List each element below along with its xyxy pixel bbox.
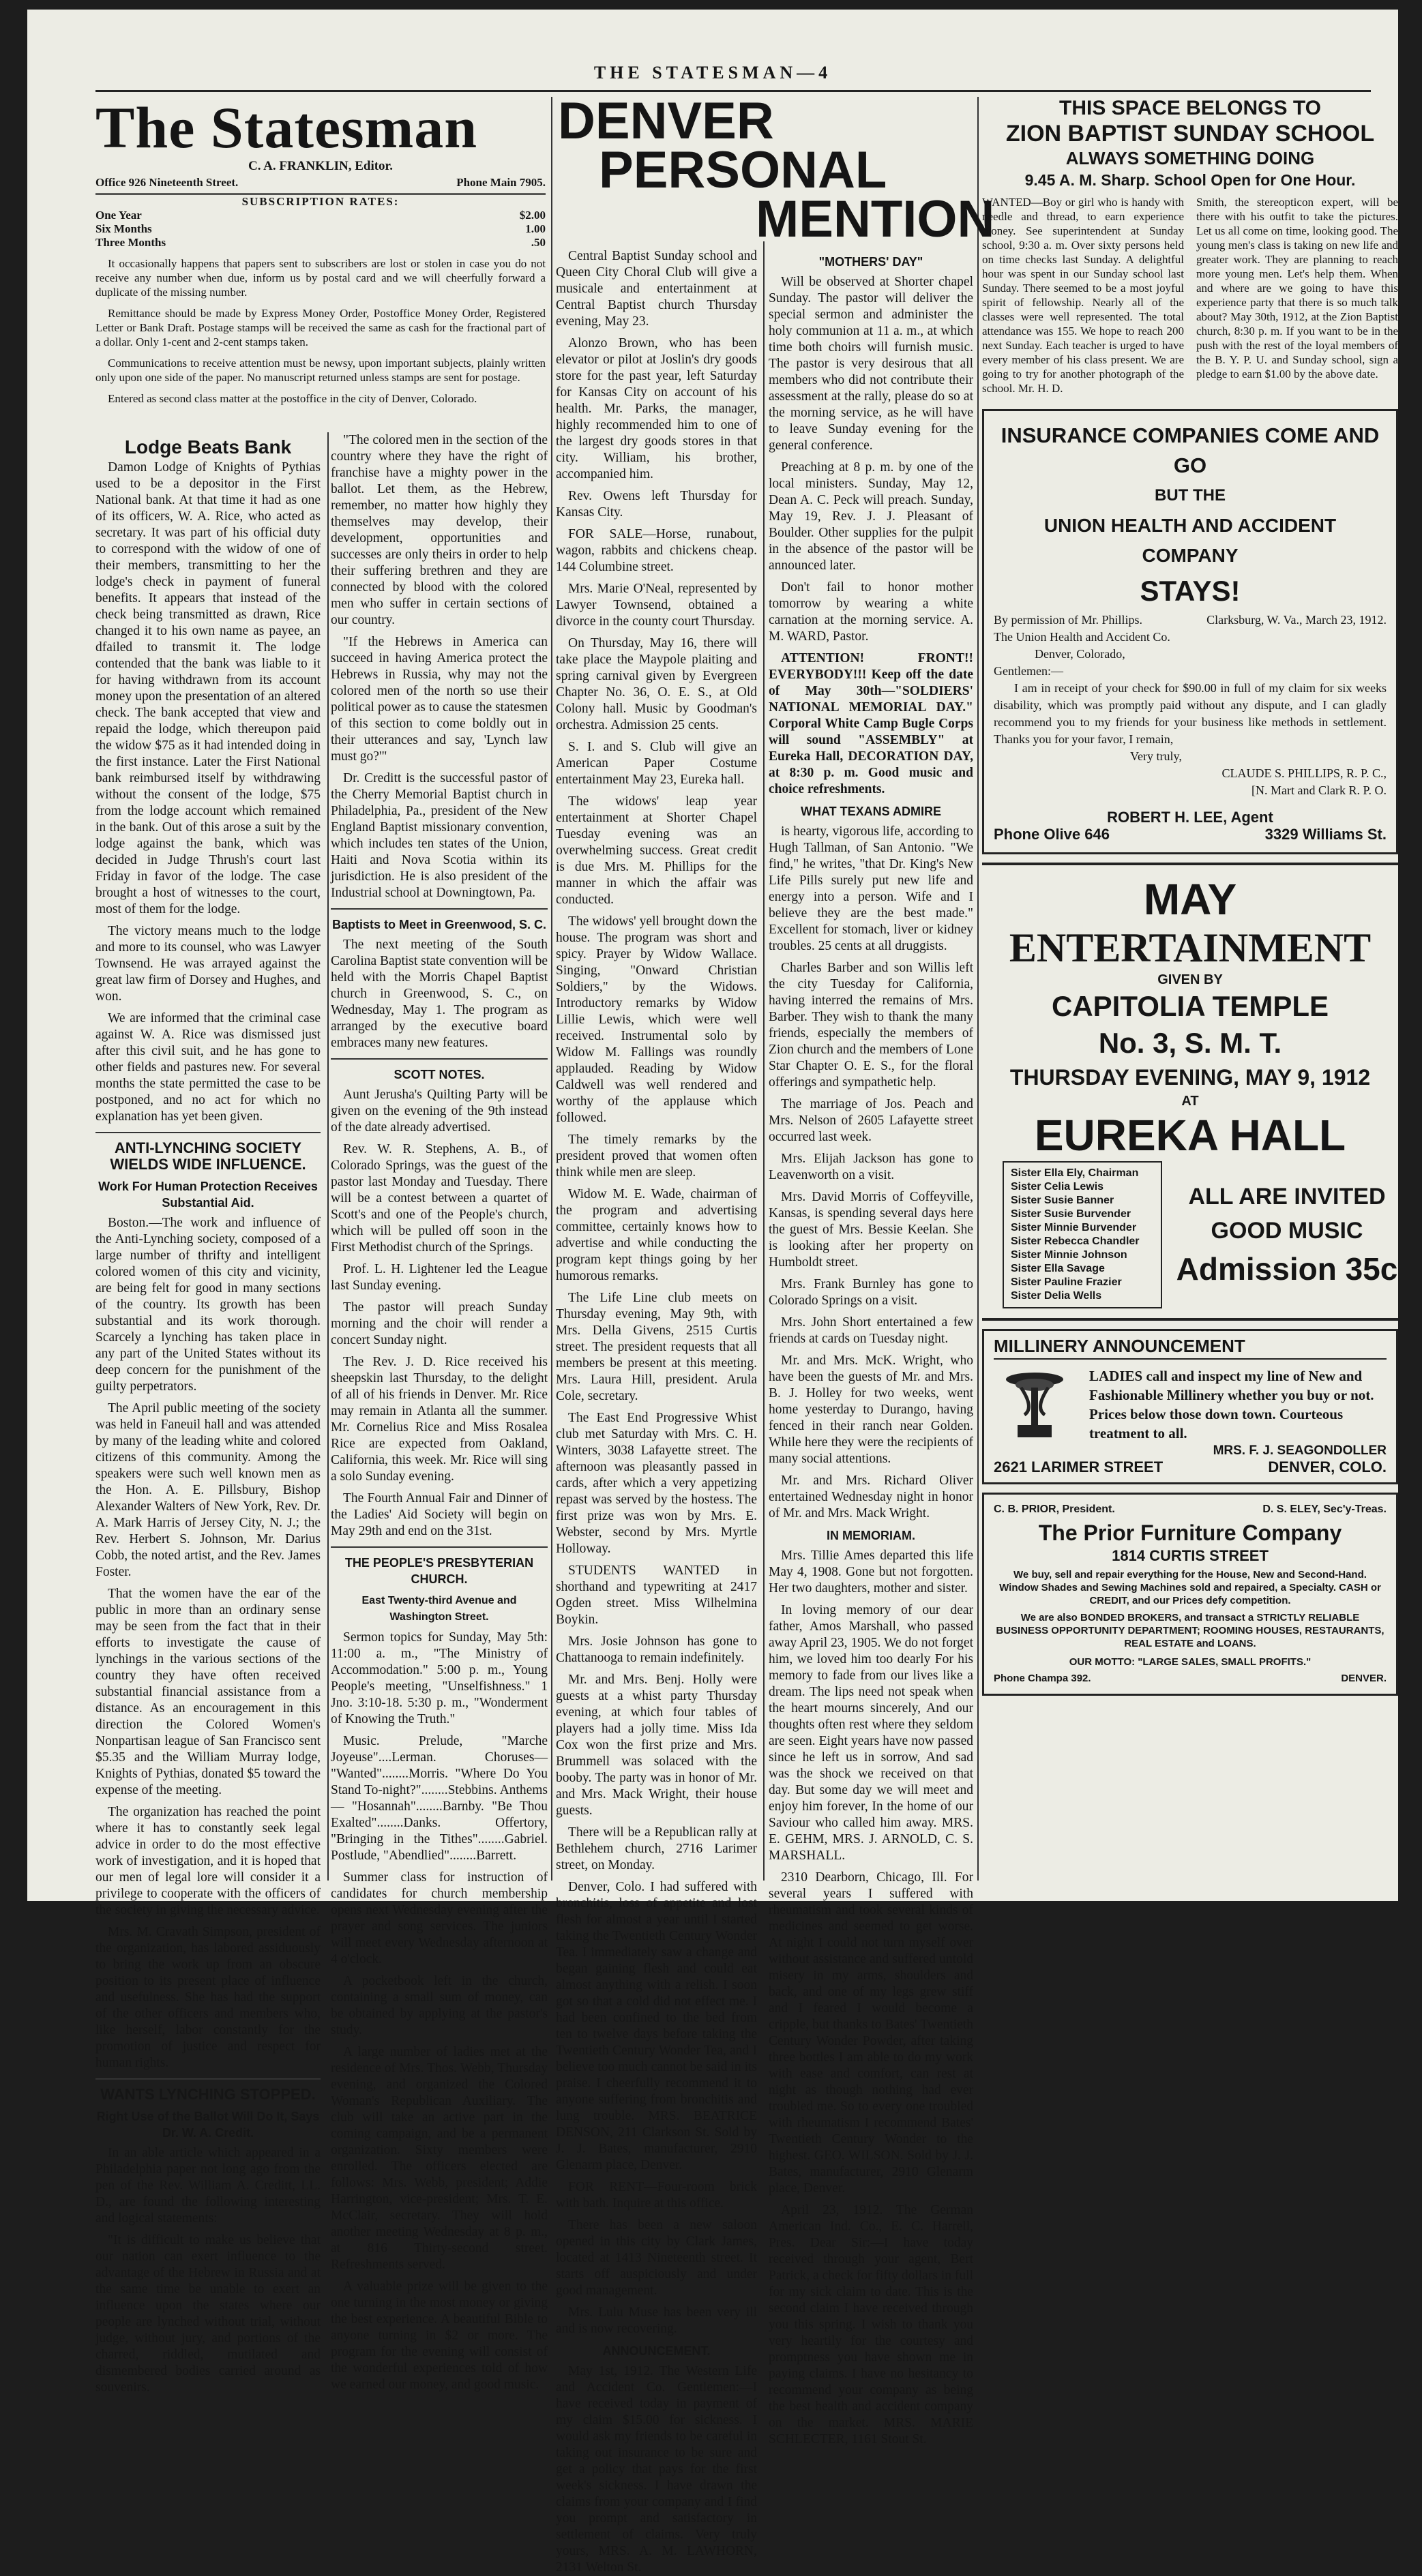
lodge-paragraph: Damon Lodge of Knights of Pythias used to be a depositor in the First National bank. At that time it had as one of its officers, W. A. Rice, who acted as secretary. It was part of his official duty to correspond with the widow of one of their members, transmitting to her the lodge's check in payment of funeral benefits. It appears that instead of the check being transmitted as drawn, Rice changed it to his own name as payee, an dfailed to transmit it. The lodge contended that the bank was liable to it for having withdrawn from its account money upon the presentation of an altered check. The bank accepted that view and repaid the lodge, which thereupon paid the widow $75 as it had intended doing in the first instance. Later the First National bank reimbursed itself by withdrawing without the consent of the lodge, $75 from the lodge account which remained in the bank. Out of this arose a suit by the lodge against the bank, which was decided in Judge Thrush's court last Friday in favor of the lodge. The case brought a host of witnesses to the court, most of them for the lodge. — [95, 460, 321, 916]
may-line: CAPITOLIA TEMPLE — [1051, 990, 1329, 1022]
dateline: Clarksburg, W. Va., March 23, 1912. — [1206, 613, 1387, 627]
denver-item: Mrs. Lulu Muse has been very ill and is now recovering. — [556, 2305, 757, 2336]
lodge-paragraph: The victory means much to the lodge and more to its counsel, who was Lawyer Townsend. He was arrayed against the great law firm of Dorsey and Hughes, and won. — [95, 924, 321, 1004]
denver-item: Mrs. Elijah Jackson has gone to Leavenworth on a visit. — [769, 1152, 973, 1182]
baptists-paragraph: The next meeting of the South Carolina Baptist state convention will be held with the Morris Chapel Baptist church in Greenwood, S. C., on Wednesday, May 1. The program as arranged by the executive board embraces many new features. — [331, 938, 548, 1050]
advertising-column — [982, 97, 1398, 1881]
column-rule — [327, 432, 329, 1881]
divider — [331, 908, 548, 910]
prior-furniture-ad — [982, 1493, 1398, 1696]
insurance-line: INSURANCE COMPANIES COME AND GO — [1001, 423, 1380, 477]
mothers-day-paragraph: Preaching at 8 p. m. by one of the local ministers. Sunday, May 12, Dean A. C. Peck will preach. Sunday, May 19, Rev. J. J. Pleasant of Boulder. Other supplies for the pulpit in the absence of the pastor will be announced later. — [769, 460, 973, 573]
denver-item: Mrs. Josie Johnson has gone to Chattanooga to remain indefinitely. — [556, 1634, 757, 1665]
announcement-text: May 1st, 1912. The Western Life and Accident Co. Gentlemen:—I have received today in payment of my claim $15.00 for sickness. I would ask my friends to be careful in taking out insurance to be sure and get a policy that pays for the first week's sickness. I have drawn the claims from your company and I find you prompt and satisfactory in settlement of claims. Very truly yours, MRS. A. M. LAWHORN, 2131 Welton St. — [556, 2364, 757, 2575]
millinery-proprietor: MRS. F. J. SEAGONDOLLER — [1213, 1443, 1387, 1458]
denver-item: Mrs. Marie O'Neal, represented by Lawyer Townsend, obtained a divorce in the county court Thursday. — [556, 582, 757, 629]
admission-line: Admission 35c — [1176, 1251, 1398, 1287]
denver-item: The widows' leap year entertainment at Shorter Chapel Tuesday evening was an overwhelming success. Great credit is due Mrs. M. Phillips for the manner in which the affair was conducted. — [556, 794, 757, 907]
may-line: GIVEN BY — [1157, 972, 1223, 987]
denver-item: The timely remarks by the president proved that women often think while men are sleep. — [556, 1133, 757, 1180]
antilynch-paragraph: Mrs. M. Cravath Simpson, president of the organization, has labored assiduously to bring the work up from an obscure position to its present place of influence and usefulness. She has had the support of the other officers and members who, like herself, labor constantly for the promotion of justice and respect for human rights. — [95, 1925, 321, 2070]
denver-item: Widow M. E. Wade, chairman of the program and advertising committee, certainly knows how to advertise and while conducting the program kept things going by her humorous remarks. — [556, 1187, 757, 1283]
music-line: GOOD MUSIC — [1211, 1218, 1363, 1244]
rate-row — [95, 236, 546, 250]
may-line: No. 3, S. M. T. — [1098, 1027, 1282, 1059]
sister-name: Sister Delia Wells — [1011, 1290, 1102, 1302]
memoriam-paragraph: In loving memory of our dear father, Amos Marshall, who passed away April 23, 1905. We do not forget him, we loved him too dearly For his memory to fade from our lives like a dream. The lips need not speak when the heart mourns sincerely, And our thoughts often rest where they seldom are seen. Eight years have now passed since he left us in sorrow, And sad was the shock we received on that day. But some day we will meet and enjoy him forever, In the home of our Saviour who called him away. MRS. E. GEHM, MRS. J. ARNOLD, C. S. MARSHALL. — [769, 1603, 973, 1863]
scott-paragraph: The pastor will preach Sunday morning and the choir will render a concert Sunday night. — [331, 1300, 548, 1347]
letter-salutation: Gentlemen:— — [994, 664, 1063, 678]
hat-stand-icon — [994, 1367, 1076, 1442]
scott-headline: SCOTT NOTES. — [394, 1068, 485, 1081]
prior-text: We are also BONDED BROKERS, and transact a STRICTLY RELIABLE BUSINESS OPPORTUNITY DEPARTMENT; ROOMING HOUSES, RESTAURANTS, REAL ESTATE and LOANS. — [996, 1612, 1384, 1649]
memoriam-paragraph: Mrs. Tillie Ames departed this life May 4, 1908. Gone but not forgotten. Her two daughters, mother and sister. — [769, 1548, 973, 1596]
peoples-address: East Twenty-third Avenue and Washington Street. — [361, 1595, 517, 1623]
scott-paragraph: Aunt Jerusha's Quilting Party will be given on the evening of the 9th instead of the date already advertised. — [331, 1088, 548, 1135]
peoples-paragraph: Summer class for instruction of candidates for church membership opens next Wednesday evening after the prayer and song services. The juniors will meet every Wednesday afternoon at 4 o'clock. — [331, 1870, 548, 1966]
peoples-paragraph: Music. Prelude, "Marche Joyeuse"....Lerman. Choruses— "Wanted"........Morris. "Where Do You Stand To-night?"........Stebbins. Anthems— "Hosannah"........Barnby. "Be Thou Exalted"........Danks. Offertory, "Bringing in the Tithes"........Gabriel. Postlude, "Abendlied"........Barrett. — [331, 1734, 548, 1863]
subscription-note: It occasionally happens that papers sent to subscribers are lost or stolen in case you do not receive any number when due, inform us by postal card and we will cheerfully forward a duplicate of the missing number. — [95, 257, 546, 299]
memoriam-headline: IN MEMORIAM. — [827, 1529, 915, 1542]
texans-headline: WHAT TEXANS ADMIRE — [801, 805, 941, 818]
may-line: THURSDAY EVENING, MAY 9, 1912 — [1009, 1065, 1371, 1090]
zion-text-row — [982, 195, 1398, 395]
prior-secretary: D. S. ELEY, Sec'y-Treas. — [1262, 1503, 1387, 1515]
denver-item: Charles Barber and son Willis left the city Tuesday for California, having interred the remains of Mrs. Barber. They wish to thank the many friends, especially the members of Zion church and the members of Lone Star Chapter O. E. S., for the floral offerings and sympathetic help. — [769, 961, 973, 1090]
millinery-text: LADIES call and inspect my line of New and Fashionable Millinery whether you buy or not. Prices below those down town. Courteous treatment to all. — [1089, 1368, 1374, 1441]
wants-paragraph: "The colored men in the section of the country where they have the right of franchise have a mighty power in the ballot. Let them, as the Hebrew, remember, no matter how highly they themselves may develop, their development, opportunities and successes are only theirs in order to help their suffering brethren and they are connected by blood with the colored men who suffer in certain sections of our country. — [331, 433, 548, 627]
denver-item: Mrs. David Morris of Coffeyville, Kansas, is spending several days here the guest of Mrs. Bessie Keelan. She is looking after her property on Humboldt street. — [769, 1190, 973, 1270]
denver-item: The marriage of Jos. Peach and Mrs. Nelson of 2605 Lafayette street occurred last week. — [769, 1097, 973, 1144]
prior-text: We buy, sell and repair everything for the House, New and Second-Hand. Window Shades and Sewing Machines sold and repaired, a Specialty. CASH or CREDIT, and our Prices defy competition. — [999, 1569, 1381, 1606]
antilynch-paragraph: Boston.—The work and influence of the Anti-Lynching society, composed of a large number of thrifty and intelligent colored women of this city and vicinity, are being felt for good in many sections of the country. Its growth has been substantial and its work thorough. Scarcely a lynching has taken place in any part of the United States without its deep concern for the punishment of the guilty perpetrators. — [95, 1216, 321, 1394]
rate-price: 1.00 — [525, 222, 546, 235]
testimonial-paragraph: 2310 Dearborn, Chicago, Ill. For several years I suffered with rheumatism and took several kinds of medicines and seemed to get worse. At night I could not turn myself over without assistance and suffered untold misery in my arms, shoulders and back, and one of my legs grew stiff and I feared I would become a cripple, but thanks to Bates' Twentieth Century Wonder Powder, after taking three bottles I am able to do my work with ease and comfort, can rest at night as though nothing had ever troubled me. So to every one troubled with rheumatism I recommend Bates' Twentieth Century Wonder to the highest. GEO. WILSON. Sold by J. J. Bates, manufacturer, 2910 Glenarm place, Denver. — [769, 1870, 973, 2196]
insurance-line: STAYS! — [1140, 575, 1241, 607]
denver-item: Denver, Colo. I had suffered with bronchitis, loss of appetite and lost flesh for almost a year until I started taking the Twentieth Century Wonder Tea. I immediately saw a change and began gaining flesh and could eat almost anything with a relish. I soon got so that a cold did not effect me. I had been confined to the bed from ten to twelve days before taking the Twentieth Century Wonder Tea, and I believe too much cannot be said in its praise. I cheerfully recommend it to anyone suffering from bronchitis and lung trouble. MRS. BEATRICE DENSON, 211 Clarkson St. Sold by J. J. Bates, manufacturer, 2910 Glenarm place, Denver. — [556, 1880, 757, 2172]
peoples-headline: THE PEOPLE'S PRESBYTERIAN CHURCH. — [344, 1556, 534, 1586]
denver-item: On Thursday, May 16, there will take place the Maypole plaiting and spring carnival given by Evergreen Chapter No. 36, O. E. S., at Old Colony hall. Music by Goodman's orchestra. Admission 25 cents. — [556, 636, 757, 732]
mothers-day-headline: "MOTHERS' DAY" — [818, 255, 923, 269]
masthead-editor: C. A. FRANKLIN, Editor. — [248, 159, 393, 173]
agent-address: 3329 Williams St. — [1264, 826, 1387, 843]
may-entertainment-ad — [982, 863, 1398, 1321]
zion-ad — [982, 97, 1398, 191]
scott-paragraph: The Fourth Annual Fair and Dinner of the Ladies' Aid Society will begin on May 29th and end on the 31st. — [331, 1491, 548, 1538]
prior-name: The Prior Furniture Company — [1038, 1521, 1342, 1545]
agent-contact — [994, 826, 1387, 843]
sister-name: Sister Minnie Johnson — [1011, 1249, 1127, 1261]
rate-price: .50 — [531, 236, 546, 249]
may-details — [982, 1161, 1398, 1308]
divider — [331, 1546, 548, 1548]
denver-item: The East End Progressive Whist club met Saturday with Mrs. C. H. Winters, 3038 Lafayette street. The afternoon was pleasantly passed in cards, after which a very appetizing repast was served by the hostess. The first prize was won by Mrs. E. Webster, second by Mrs. Myrtle Holloway. — [556, 1411, 757, 1556]
invited-line: ALL ARE INVITED — [1188, 1184, 1386, 1210]
letter-signer: CLAUDE S. PHILLIPS, R. P. C., — [1221, 766, 1387, 780]
zion-line: ZION BAPTIST SUNDAY SCHOOL — [1005, 121, 1375, 147]
column-rule — [763, 241, 765, 1881]
column-3 — [556, 248, 757, 2575]
masthead-contact-row — [95, 175, 546, 195]
insurance-ad — [982, 409, 1398, 854]
may-invite-block — [1176, 1180, 1398, 1290]
antilynch-headline: ANTI-LYNCHING SOCIETY WIELDS WIDE INFLUENCE. — [110, 1139, 306, 1173]
sister-name: Sister Pauline Frazier — [1011, 1276, 1122, 1288]
denver-item: S. I. and S. Club will give an American Paper Costume entertainment May 23, Eureka hall. — [556, 740, 757, 787]
denver-item: Mr. and Mrs. McK. Wright, who have been the guests of Mr. and Mrs. B. J. Holley for two weeks, went home yesterday to Durango, having fenced in their ranch near Golden. While here they were the recipients of many social attentions. — [769, 1353, 973, 1466]
letter-header — [994, 612, 1387, 629]
masthead-office: Office 926 Nineteenth Street. — [95, 176, 239, 189]
masthead-block — [95, 97, 546, 424]
sister-name: Sister Rebecca Chandler — [1011, 1235, 1140, 1247]
scott-paragraph: Rev. W. R. Stephens, A. B., of Colorado Springs, was the guest of the pastor last Monday and Tuesday. There will be a contest between a quartet of Scott's and one of the People's church, which will be pulled off soon in the First Methodist church of the Springs. — [331, 1142, 548, 1255]
antilynch-paragraph: The organization has reached the point where it has to constantly seek legal advice in order to do the most effective work of investigation, and it is hoped that our men of legal lore will consider it a privilege to cooperate with the officers of the society in giving the necessary advice. — [95, 1805, 321, 1917]
divider — [95, 1132, 321, 1133]
subscription-note: Communications to receive attention must be newsy, upon important subjects, plainly written only upon one side of the paper. No manuscript returned unless stamps are sent for postage. — [95, 357, 546, 384]
zion-text-left: WANTED—Boy or girl who is handy with needle and thread, to earn experience money. See superintendent at Sunday school, 9:30 a. m. Over sixty persons held on time checks last Sunday. A delightful hour was spent in our Sunday school last Sunday. There seemed to be a most joyful spirit of fellowship. Nearly all of the classes were well represented. The total attendance was 155. We hope to reach 200 next Sunday. Each teacher is urged to have every member of his class present. We are going to try for another photograph of the school. Mr. H. D. — [982, 196, 1184, 395]
wants-paragraph: "If the Hebrews in America can succeed in having America protect the Hebrews in Russia, why may not the colored men of the north so use their political power as to cause the statesmen of this section to come boldly out in their utterances and say, 'Lynch law must go?'" — [331, 635, 548, 764]
rate-price: $2.00 — [519, 209, 546, 222]
running-head: THE STATESMAN—4 — [593, 63, 832, 83]
letter-to: The Union Health and Accident Co. — [994, 630, 1170, 644]
permission-line: By permission of Mr. Phillips. — [994, 613, 1143, 627]
column-rule — [977, 97, 979, 1881]
divider — [331, 1058, 548, 1060]
peoples-paragraph: Sermon topics for Sunday, May 5th: 11:00 a. m., "The Ministry of Accommodation." 5:00 p. m., Young People's meeting, "Unselfishness." 1 Jno. 3:10-18. 5:30 p. m., "Wonderment of Knowing the Truth." — [331, 1630, 548, 1726]
column-4 — [769, 248, 973, 2446]
antilynch-paragraph: That the women have the ear of the public in more than an ordinary sense may be seen from the fact that in their efforts to investigate the cause of lynchings in the various sections of the country they have often received substantial financial assistance from a distance. As an encouragement in this direction the Colored Women's Nonpartisan league of San Francisco sent $5.35 and the William Murray lodge, Knights of Pythias, donated $5 toward the expense of the meeting. — [95, 1587, 321, 1797]
denver-item: The widows' yell brought down the house. The program was short and spicy. Prayer by Widow Wallace. Singing, "Onward Christian Soldiers," by the Widows. Introductory remarks by Widow Lillie Lewis, which were well received. Instrumental solo by Widow M. Fallings was roundly applauded. Reading by Widow Caldwell was well rendered and worthy of the applause which followed. — [556, 914, 757, 1125]
may-line: MAY — [1143, 875, 1237, 924]
announcement-headline: ANNOUNCEMENT. — [602, 2344, 711, 2358]
wants-headline: WANTS LYNCHING STOPPED. — [100, 2086, 316, 2103]
denver-headline-line: DENVER — [558, 92, 774, 150]
mothers-day-paragraph: Don't fail to honor mother tomorrow by wearing a white carnation at the morning service. A. M. WARD, Pastor. — [769, 580, 973, 644]
denver-item: There will be a Republican rally at Bethlehem church, 2716 Larimer street, on Monday. — [556, 1825, 757, 1872]
may-line: EUREKA HALL — [1034, 1111, 1346, 1160]
divider — [95, 2078, 321, 2080]
denver-item: FOR SALE—Horse, runabout, wagon, rabbits and chickens cheap. 144 Columbine street. — [556, 527, 757, 574]
lodge-headline: Lodge Beats Bank — [124, 436, 292, 458]
prior-president: C. B. PRIOR, President. — [994, 1503, 1115, 1515]
sister-name: Sister Susie Burvender — [1011, 1208, 1131, 1220]
wants-paragraph: "It is difficult to make us believe that our nation can exert influence to the advantage of the Hebrew in Russia and at the same time be unable to exert an influence upon the states where our people are lynched without trial, without judge, without jury, and portions of the charred, riddled, mutilated and dismembered bodies carried around as souvenirs. — [95, 2233, 321, 2395]
masthead-phone: Phone Main 7905. — [456, 176, 546, 189]
denver-item: The Life Line club meets on Thursday evening, May 9th, with Mrs. Della Givens, 2515 Curtis street. The president requests that all members be present at this meeting. Mrs. Laura Hill, president. Arula Cole, secretary. — [556, 1291, 757, 1403]
subscription-note: Entered as second class matter at the postoffice in the city of Denver, Colorado. — [108, 392, 477, 405]
letter-to: Denver, Colorado, — [1035, 647, 1125, 661]
millinery-address: 2621 LARIMER STREET — [994, 1458, 1164, 1476]
prior-officers — [994, 1501, 1387, 1518]
zion-line: ALWAYS SOMETHING DOING — [1065, 148, 1315, 168]
denver-item: Rev. Owens left Thursday for Kansas City. — [556, 489, 757, 520]
peoples-paragraph: A large number of ladies met at the residence of Mrs. Thos. Webb, Thursday evening, and organized the Colored Woman's Republican Auxiliary. The club will take an active part in the coming campaign, and be a permanent organization. Sixty members were enrolled. The officers elected are follows: Mrs. Webb, president; Addie Harrington, vice-president; Mrs. T. E. McClair, secretary. They will hold another meeting Wednesday at 8 p. m., at 816 Thirty-second street. Refreshments served. — [331, 2045, 548, 2272]
denver-item: Central Baptist Sunday school and Queen City Choral Club will give a musicale and entertainment at Central Baptist church Thursday evening, May 23. — [556, 249, 757, 329]
masthead-title: The Statesman — [95, 95, 478, 160]
zion-line: 9.45 A. M. Sharp. School Open for One Hour. — [1024, 171, 1356, 189]
wants-subhead: Right Use of the Ballot Will Do It, Says Dr. W. A. Credit. — [96, 2110, 320, 2140]
zion-text-right: Smith, the stereopticon expert, will be there with his outfit to take the pictures. Let us all come on time, looking good. The young men's class is taking on new life and greater work. They are planning to reach more young men. Let's help them. When and where are we going to have this experience party that there is so much talk about? May 30th, 1912, at the Zion Baptist church, 8:30 p. m. If you want to be in the push with the rest of the loyal members of the B. Y. P. U. and Sunday school, sign a pledge to earn $1.00 by the above date. — [1196, 196, 1398, 380]
insurance-line: UNION HEALTH AND ACCIDENT COMPANY — [1043, 515, 1337, 566]
mothers-day-paragraph: Will be observed at Shorter chapel Sunday. The pastor will deliver the special sermon and administer the holy communion at 11 a. m., at which time both choirs will furnish music. The pastor is very desirous that all members who did not contribute their assessment at the rally, please do so at the morning service, as he will have to leave Sunday evening for the general conference. — [769, 275, 973, 453]
sister-name: Sister Susie Banner — [1011, 1195, 1114, 1206]
baptists-headline: Baptists to Meet in Greenwood, S. C. — [331, 918, 547, 931]
rate-row — [95, 209, 546, 222]
prior-motto: OUR MOTTO: "LARGE SALES, SMALL PROFITS." — [1069, 1656, 1312, 1668]
letter-signer: [N. Mart and Clark R. P. O. — [1251, 783, 1387, 797]
millinery-city: DENVER, COLO. — [1268, 1458, 1387, 1476]
sister-name: Sister Ella Ely, Chairman — [1011, 1167, 1139, 1179]
prior-contact — [994, 1671, 1387, 1687]
rate-term: Six Months — [95, 222, 152, 235]
prior-street: 1814 CURTIS STREET — [1112, 1547, 1269, 1564]
subscription-rates — [95, 195, 546, 250]
denver-item: Mrs. Frank Burnley has gone to Colorado Springs on a visit. — [769, 1277, 973, 1308]
denver-headline-line: MENTION — [756, 190, 995, 248]
millinery-body — [994, 1366, 1387, 1443]
denver-item: is hearty, vigorous life, according to Hugh Tallman, of San Antonio. "We find," he writes, "that Dr. King's New Life Pills surely put new life and energy into a person. Wife and I believe they are the best made." Excellent for stomach, liver or kidney troubles. 25 cents at all druggists. — [769, 824, 973, 953]
subscription-note: Remittance should be made by Express Money Order, Postoffice Money Order, Registered Letter or Bank Draft. Postage stamps will be received the same as cash for the fractional part of a dollar. Only 1-cent and 2-cent stamps taken. — [95, 307, 546, 348]
wants-paragraph: In an able article which appeared in a Philadelphia paper not long ago from the pen of the Rev. William A. Creditt, LL. D., are found the following interesting and logical statements: — [95, 2146, 321, 2226]
insurance-line: BUT THE — [1155, 486, 1226, 505]
denver-item: Mr. and Mrs. Richard Oliver entertained Wednesday night in honor of Mr. and Mrs. Mack Wright. — [769, 1473, 973, 1521]
denver-item: Alonzo Brown, who has been elevator or pilot at Joslin's dry goods store for the past year, left Saturday for Kansas City on account of his health. Mr. Parks, the manager, highly recommended him to one of the largest dry goods stores in that city. William, his brother, accompanied him. — [556, 336, 757, 481]
letter-closing: Very truly, — [1130, 749, 1182, 763]
antilynch-paragraph: The April public meeting of the society was held in Faneuil hall and was attended by many of the leading white and colored citizens of this community. Among the speakers were such well known men as the Hon. A. E. Pillsbury, Bishop Alexander Walters of New York, Rev. Dr. A. Mark Harris of Jersey City, N. J.; the Rev. Herbert S. Johnson, Mr. Darius Cobb, the noted artist, and the Rev. James Foster. — [95, 1401, 321, 1579]
letter-body: I am in receipt of your check for $90.00 in full of my claim for six weeks disability, which was promptly paid without any dispute, and I can gladly recommend you to my friends for your business like methods in settlement. Thanks you for your favor, I remain, — [994, 681, 1387, 746]
prior-city: DENVER. — [1341, 1673, 1387, 1684]
rate-row — [95, 222, 546, 236]
denver-headline — [558, 92, 995, 248]
scott-paragraph: Prof. L. H. Lightener led the League last Sunday evening. — [331, 1262, 548, 1293]
millinery-ad — [982, 1329, 1398, 1484]
sister-name: Sister Ella Savage — [1011, 1263, 1105, 1274]
rate-term: One Year — [95, 209, 142, 222]
peoples-paragraph: A valuable prize will be given to the one turning in the most money or giving the best experience. A beautiful Bible to anyone turning in $2 or more. The program for the evening will consist of the wonderful experiences told of how we earned our money, and good music. — [331, 2279, 548, 2392]
denver-item: Mrs. John Short entertained a few friends at cards on Tuesday night. — [769, 1315, 973, 1346]
wants-paragraph: Dr. Creditt is the successful pastor of the Cherry Memorial Baptist church in Philadelphia, Pa., president of the New England Baptist missionary convention, which includes ten states of the Union, Haiti and Nova Scotia within its jurisdiction. He is also president of the Industrial school at Downingtown, Pa. — [331, 771, 548, 900]
column-1-lower — [95, 432, 321, 2395]
newspaper-page — [27, 10, 1398, 2575]
denver-item: Mr. and Mrs. Benj. Holly were guests at a whist party Thursday evening, at which four tables of players had a jolly time. Miss Ida Cox won the first prize and Mrs. Brummell was solaced with the booby. The party was in honor of Mr. and Mrs. Mack Wright, their house guests. — [556, 1673, 757, 1818]
may-line: AT — [1181, 1094, 1199, 1109]
rate-term: Three Months — [95, 236, 166, 249]
may-line: ENTERTAINMENT — [1009, 925, 1372, 970]
millinery-contact — [994, 1459, 1387, 1476]
scott-paragraph: The Rev. J. D. Rice received his sheepskin last Thursday, to the delight of all of his friends in Denver. Mr. Rice may remain in Atlanta all the summer. Mr. Cornelius Rice and Miss Rosalea Rice are expected from Oakland, California, this week. Mr. Rice will sing a solo Sunday evening. — [331, 1355, 548, 1484]
prior-phone: Phone Champa 392. — [994, 1673, 1091, 1684]
denver-item: FOR RENT—Four-room brick with bath. Inquire at this office. — [556, 2180, 757, 2211]
attention-notice: ATTENTION! FRONT!! EVERYBODY!!! Keep off the date of May 30th—"SOLDIERS' NATIONAL MEMORIAL DAY." Corporal White Camp Bugle Corps will sound "ASSEMBLY" at Eureka Hall, DECORATION DAY, at 8:30 p. m. Good music and choice refreshments. — [769, 651, 973, 796]
sister-name: Sister Celia Lewis — [1011, 1181, 1104, 1193]
millinery-title: MILLINERY ANNOUNCEMENT — [994, 1338, 1387, 1360]
denver-headline-line: PERSONAL — [599, 141, 887, 199]
column-rule — [551, 97, 552, 1881]
rates-heading: SUBSCRIPTION RATES: — [241, 195, 400, 208]
sisters-list — [1003, 1161, 1162, 1308]
agent-name: ROBERT H. LEE, Agent — [1107, 809, 1273, 826]
antilynch-subhead: Work For Human Protection Receives Substantial Aid. — [98, 1180, 318, 1210]
column-2 — [331, 432, 548, 2392]
testimonial-paragraph: April 23, 1912. The German American Ind. Co., E. C. Harrell, Pres. Dear Sir:—I have today received through your agent, Bert Patrick, a check for fifty dollars in full for my sick claim to date. This is the second claim I have received through you this spring. I wish to thank you very heartily for the courtesy and promptness you have shown me in paying claims. I have no hesitancy to recommend your company as being the best health and accident company on the market. MRS. MARIE SCHLECTER, 1161 Stout St. — [769, 2203, 973, 2446]
insurance-letter — [994, 612, 1387, 843]
denver-item: STUDENTS WANTED in shorthand and typewriting at 2417 Ogden street. Miss Wilhelmina Boykin. — [556, 1563, 757, 1627]
denver-item: There has been a new saloon opened in this city by Clark James, located at 1413 Nineteenth street. It starts off auspiciously and under good management. — [556, 2218, 757, 2298]
lodge-paragraph: We are informed that the criminal case against W. A. Rice was dismissed just after this civil suit, and he has gone to other fields and pastures new. For several months the state permitted the case to be postponed, and no act for which no explanation has yet been given. — [95, 1011, 321, 1124]
peoples-paragraph: A pocketbook left in the church, containing a small sum of money, can be obtained by applying at the pastor's study. — [331, 1974, 548, 2037]
agent-phone: Phone Olive 646 — [994, 826, 1110, 843]
sister-name: Sister Minnie Burvender — [1011, 1222, 1137, 1233]
zion-line: THIS SPACE BELONGS TO — [1059, 97, 1321, 119]
